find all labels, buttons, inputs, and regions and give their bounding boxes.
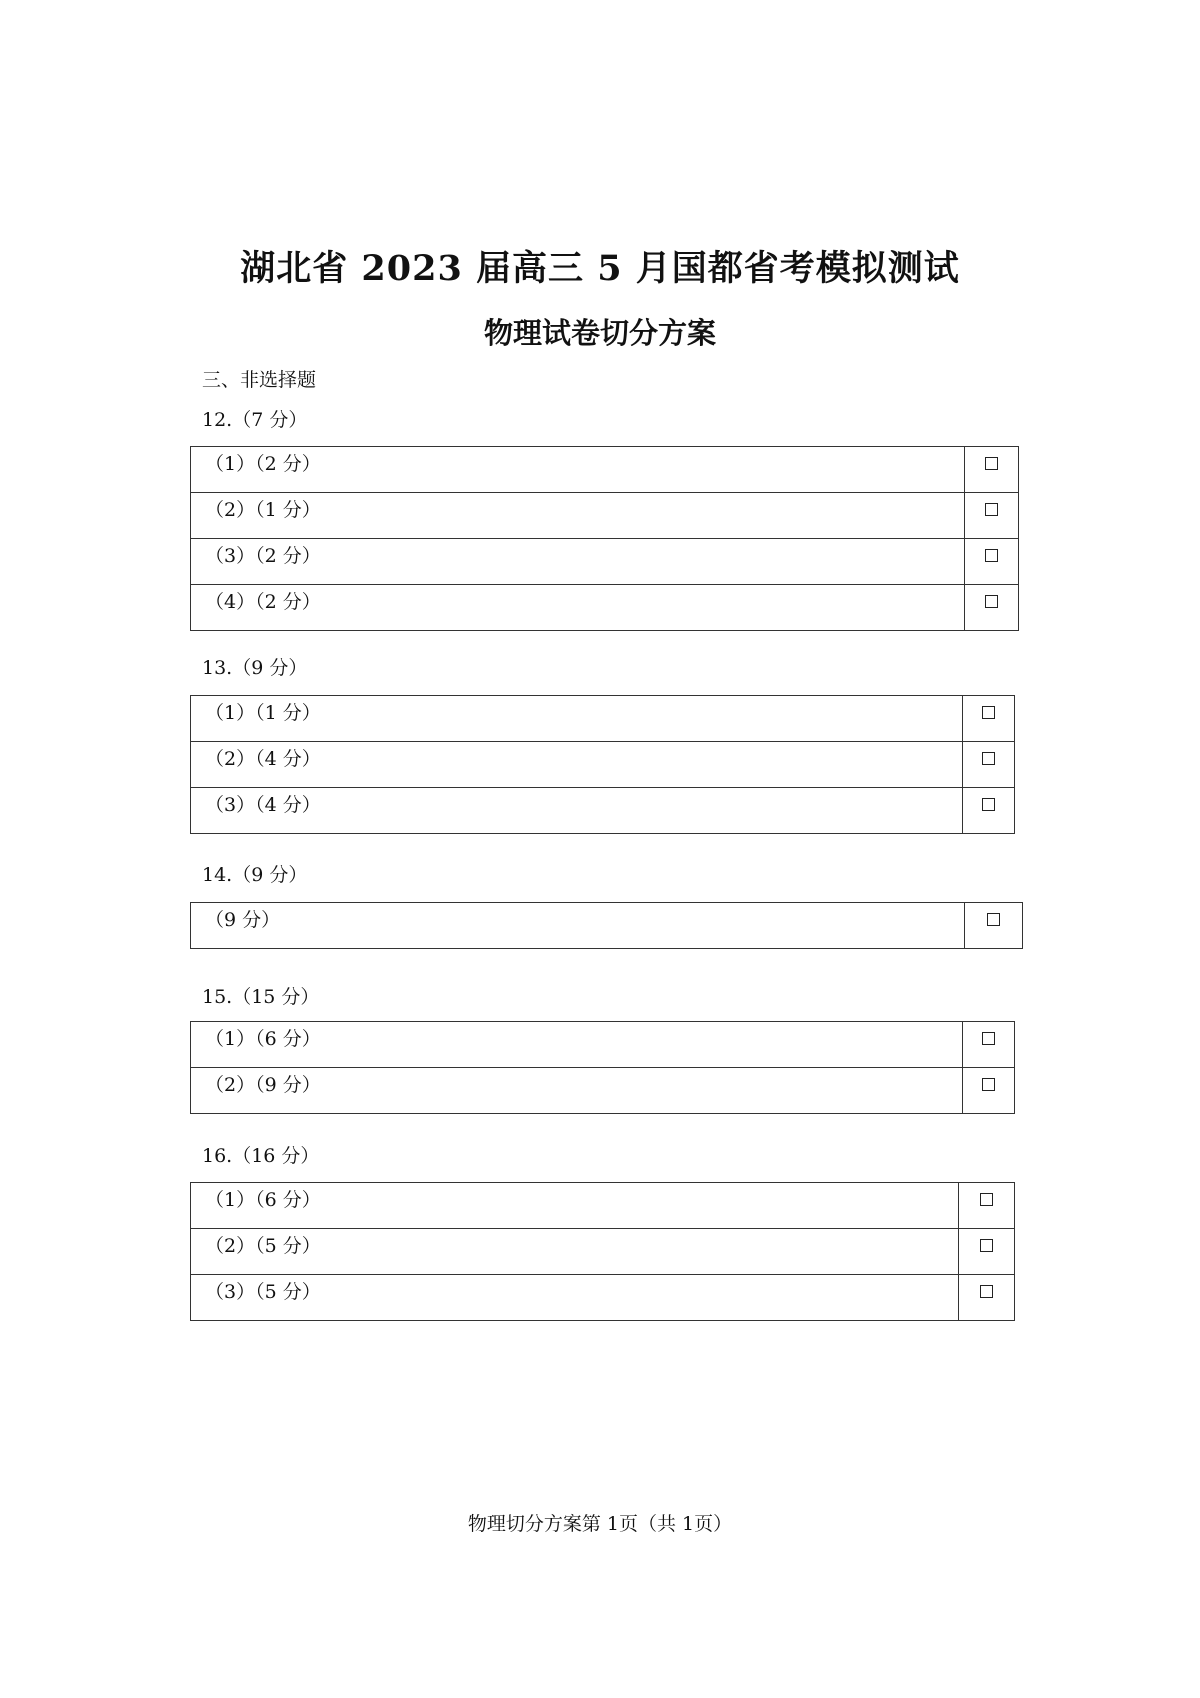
- table-row: [191, 1183, 1015, 1229]
- checkbox[interactable]: [985, 549, 998, 562]
- table-row: [191, 1068, 1015, 1114]
- checkbox[interactable]: [982, 1078, 995, 1091]
- question-13-table: [190, 695, 1015, 834]
- table-row: [191, 742, 1015, 788]
- page-footer: 物理切分方案第 1页（共 1页）: [467, 1513, 733, 1535]
- checkbox[interactable]: [982, 1032, 995, 1045]
- checkbox[interactable]: [980, 1239, 993, 1252]
- row-label: （1）（6 分）: [191, 1022, 963, 1068]
- document-title: 湖北省 2023 届高三 5 月国都省考模拟测试: [240, 248, 960, 289]
- table-row: [191, 585, 1019, 631]
- table-row: [191, 1275, 1015, 1321]
- table-row: [191, 788, 1015, 834]
- row-label: （2）（4 分）: [191, 742, 963, 788]
- row-label: （2）（1 分）: [191, 493, 965, 539]
- row-label: （3）（2 分）: [191, 539, 965, 585]
- section-label: 三、非选择题: [202, 369, 317, 391]
- question-16-heading: 16.（16 分）: [202, 1145, 320, 1167]
- row-label: （1）（1 分）: [191, 696, 963, 742]
- table-row: [191, 447, 1019, 493]
- table-row: [191, 1229, 1015, 1275]
- checkbox[interactable]: [987, 913, 1000, 926]
- table-row: [191, 903, 1023, 949]
- table-row: [191, 493, 1019, 539]
- question-12-table: [190, 446, 1019, 631]
- checkbox[interactable]: [982, 706, 995, 719]
- row-label: （2）（9 分）: [191, 1068, 963, 1114]
- row-label: （2）（5 分）: [191, 1229, 959, 1275]
- question-15-table: [190, 1021, 1015, 1114]
- checkbox[interactable]: [985, 503, 998, 516]
- table-row: [191, 1022, 1015, 1068]
- checkbox[interactable]: [980, 1193, 993, 1206]
- checkbox[interactable]: [980, 1285, 993, 1298]
- question-14-heading: 14.（9 分）: [202, 864, 308, 886]
- row-label: （1）（2 分）: [191, 447, 965, 493]
- question-12-heading: 12.（7 分）: [202, 409, 308, 431]
- row-label: （3）（4 分）: [191, 788, 963, 834]
- document-subtitle: 物理试卷切分方案: [483, 316, 716, 350]
- question-14-table: [190, 902, 1023, 949]
- row-label: （4）（2 分）: [191, 585, 965, 631]
- table-row: [191, 696, 1015, 742]
- row-label: （3）（5 分）: [191, 1275, 959, 1321]
- question-13-heading: 13.（9 分）: [202, 657, 308, 679]
- checkbox[interactable]: [982, 798, 995, 811]
- table-row: [191, 539, 1019, 585]
- row-label: （1）（6 分）: [191, 1183, 959, 1229]
- question-16-table: [190, 1182, 1015, 1321]
- checkbox[interactable]: [982, 752, 995, 765]
- checkbox[interactable]: [985, 457, 998, 470]
- question-15-heading: 15.（15 分）: [202, 986, 320, 1008]
- row-label: （9 分）: [191, 903, 965, 949]
- checkbox[interactable]: [985, 595, 998, 608]
